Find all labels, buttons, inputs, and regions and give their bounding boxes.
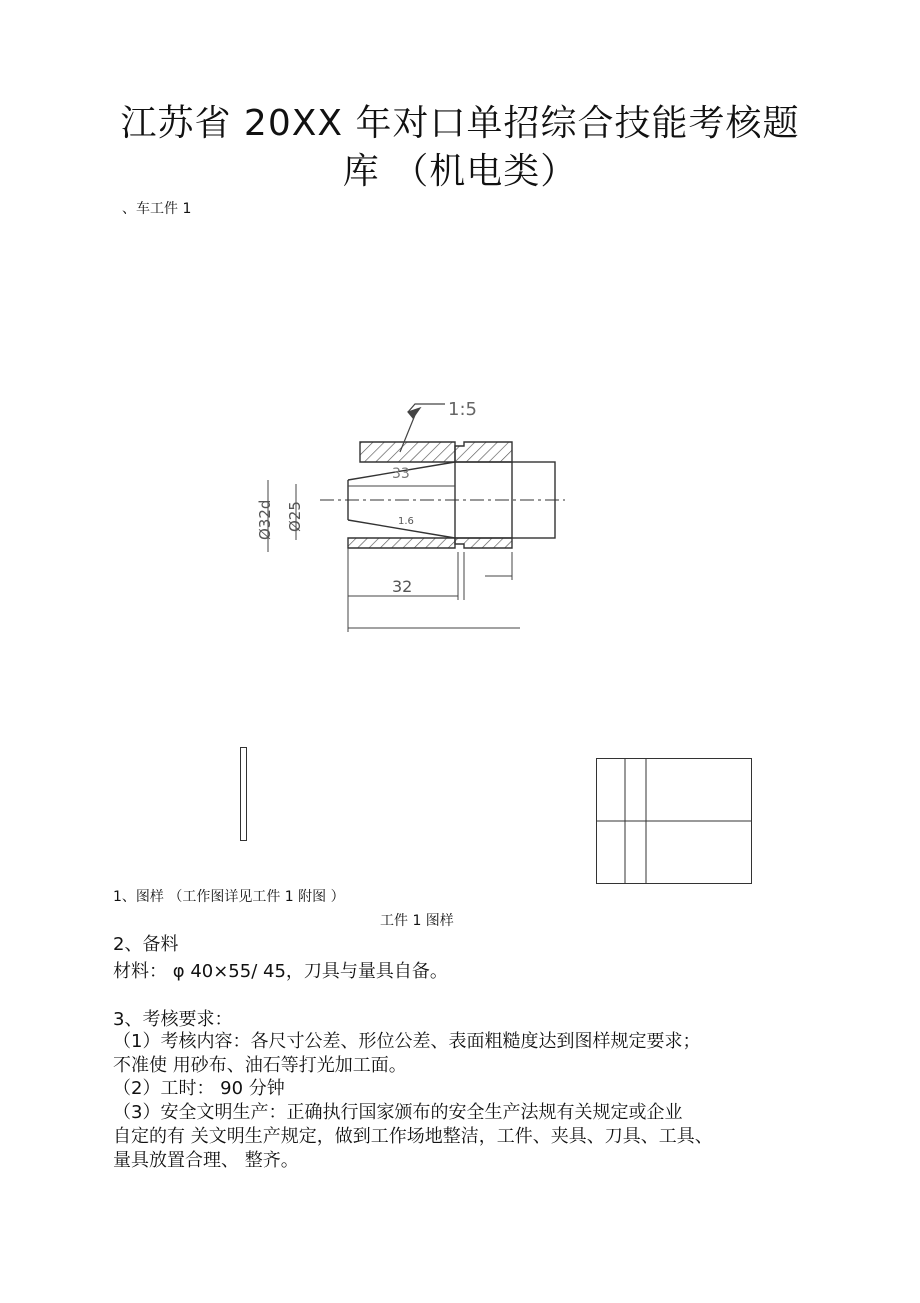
title-block bbox=[596, 758, 752, 884]
dim-diameter-32: Ø32d bbox=[256, 499, 274, 540]
requirement-3-line2: 自定的有 关文明生产规定，做到工作场地整洁，工件、夹具、刀具、工具、 bbox=[113, 1126, 713, 1147]
dim-32: 32 bbox=[392, 577, 413, 596]
requirement-1-line2: 不准使 用砂布、油石等打光加工面。 bbox=[113, 1055, 407, 1076]
material-line: 材料： φ 40×55/ 45，刀具与量具自备。 bbox=[113, 961, 448, 982]
drawing-frame-bar bbox=[240, 747, 247, 841]
dim-diameter-25: Ø25 bbox=[286, 501, 304, 532]
section-heading: 、车工件 1 bbox=[122, 201, 192, 217]
part-drawing bbox=[245, 392, 575, 637]
page-title-line1: 江苏省 20XX 年对口单招综合技能考核题 bbox=[120, 103, 800, 144]
page-title-line2: 库 （机电类） bbox=[342, 151, 578, 192]
requirement-3-line3: 量具放置合理、 整齐。 bbox=[113, 1150, 299, 1171]
requirement-1-line1: （1）考核内容：各尺寸公差、形位公差、表面粗糙度达到图样规定要求； bbox=[113, 1031, 701, 1052]
taper-label: 1:5 bbox=[448, 399, 477, 420]
requirements-heading: 3、考核要求： bbox=[113, 1009, 233, 1030]
requirement-2: （2）工时： 90 分钟 bbox=[113, 1078, 285, 1099]
requirement-3-line1: （3）安全文明生产：正确执行国家颁布的安全生产法规有关规定或企业 bbox=[113, 1102, 683, 1123]
stock-heading: 2、备料 bbox=[113, 934, 179, 955]
dimension-lines bbox=[268, 480, 520, 632]
roughness-label: 1.6 bbox=[398, 516, 414, 527]
dim-33: 33 bbox=[392, 466, 410, 482]
part-outline bbox=[320, 442, 565, 548]
drawing-reference: 1、图样 （工作图详见工件 1 附图 ） bbox=[113, 889, 345, 905]
drawing-caption: 工件 1 图样 bbox=[380, 913, 454, 929]
